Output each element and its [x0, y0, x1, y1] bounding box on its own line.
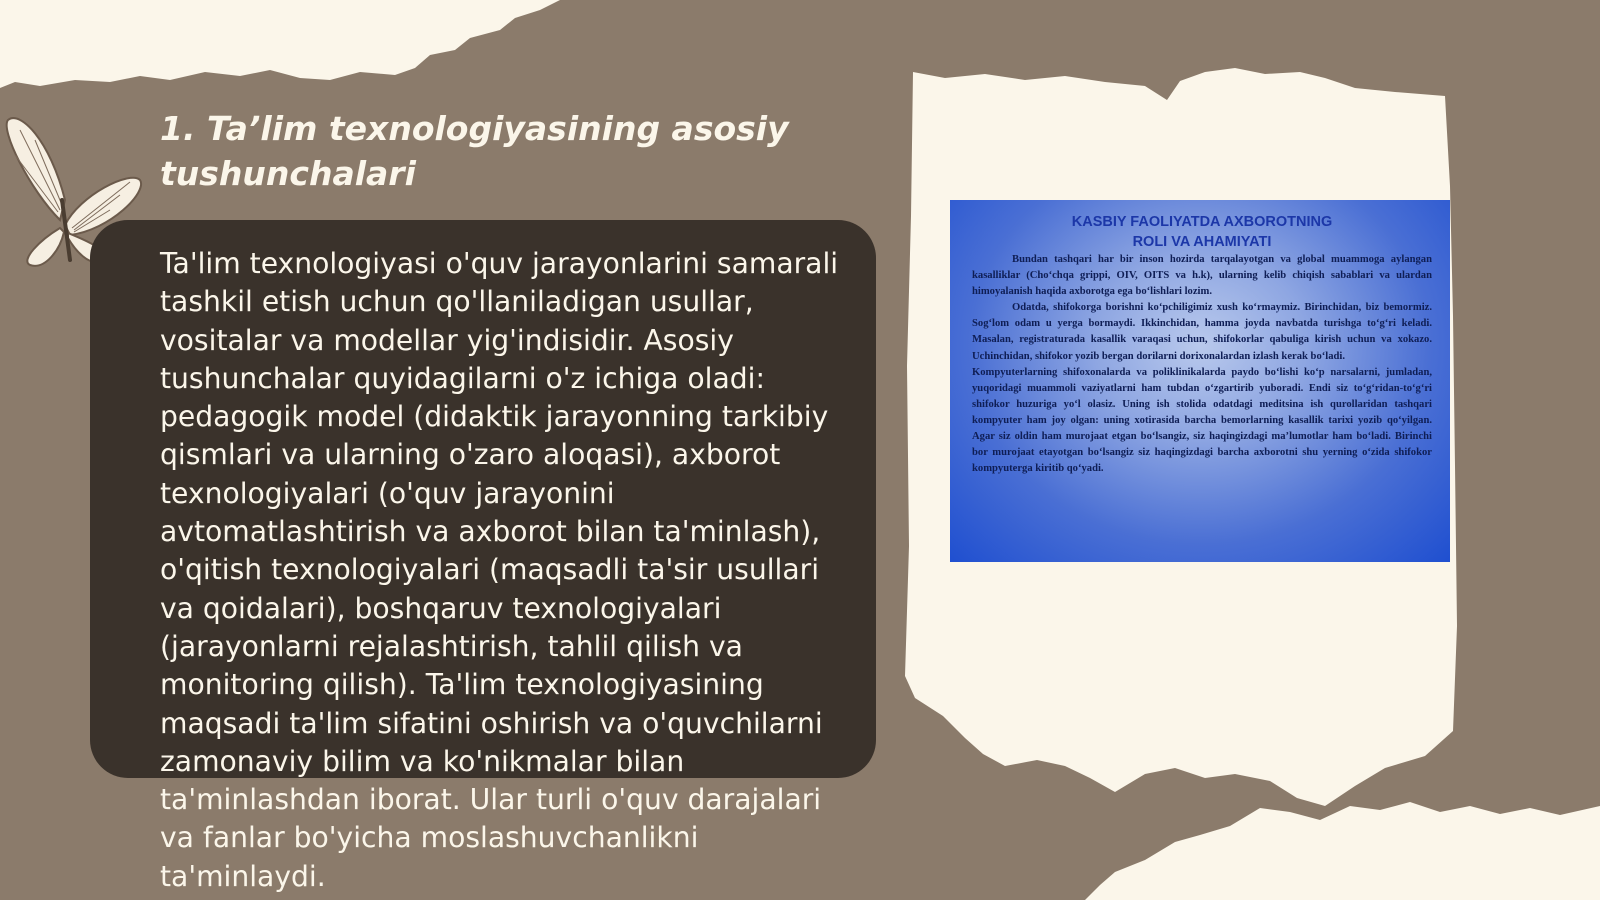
slide-title: [160, 106, 860, 196]
slide-title-line-1: 1. Ta’lim texnologiyasining asosiy: [160, 109, 789, 148]
document-paragraph-2: Odatda, shifokorga borishni ko‘pchiligimiz xush ko‘rmaymiz. Birinchidan, biz bemormiz. Sog‘lom odam u yerga bormaydi. Ikkinchidan, hamma joyda navbatda turishga to‘g‘ri keladi. Masalan, registraturada kasallik varaqasi uchun, shifokorlar qabuliga kirish uchun va xokazo. Uchinchidan, shifokor yozib bergan dorilarni dorixonalardan izlash kerak bo‘ladi.: [972, 302, 1432, 362]
document-image: [950, 200, 1450, 562]
slide-title-line-2: tushunchalari: [160, 154, 416, 193]
slide-body-text: Ta'lim texnologiyasi o'quv jarayonlarini samarali tashkil etish uchun qo'llaniladigan usullar, vositalar va modellar yig'indisidir. Asosiy tushunchalar quyidagilarni o'z ichiga oladi: pedagogik model (didaktik jarayonning tarkibiy qismlari va ularning o'zaro aloqasi), axborot texnologiyalari (o'quv jarayonini avtomatlashtirish va axborot bilan ta'minlash), o'qitish texnologiyalari (maqsadli ta'sir usullari va qoidalari), boshqaruv texnologiyalari (jarayonlarni rejalashtirish, tahlil qilish va monitoring qilish). Ta'lim texnologiyasining maqsadi ta'lim sifatini oshirish va o'quvchilarni zamonaviy bilim va ko'nikmalar bilan ta'minlashdan iborat. Ular turli o'quv darajalari va fanlar bo'yicha moslashuvchanlikni ta'minlaydi.: [160, 247, 839, 893]
torn-paper-top-left: [0, 0, 560, 88]
document-heading: [972, 212, 1432, 252]
document-paragraph-1: Bundan tashqari har bir inson hozirda tarqalayotgan va global muammoga aylangan kasalliklar (Cho‘chqa grippi, OIV, OITS va h.k), ularning kelib chiqish sabablari va ulardan himoyalanish haqida axborotga ega bo‘lishlari lozim.: [972, 254, 1432, 298]
document-heading-line-1: KASBIY FAOLIYATDA AXBOROTNING: [1071, 214, 1333, 230]
document-paragraph-3: Kompyuterlarning shifoxonalarda va poliklinikalarda paydo bo‘lishi ko‘p narsalarni, jumladan, yuqoridagi muammoli vaziyatlarni ham tubdan o‘zgartirib yuboradi. Endi siz to‘g‘ridan-to‘g‘ri shifokor huzuriga yo‘l olasiz. Uning ish stolida odatdagi meditsina ish qurollaridan tashqari kompyuter ham joy olgan: uning xotirasida barcha bemorlarning kasallik tarixi yozib qo‘yilgan. Agar siz oldin ham murojaat etgan bo‘lsangiz, siz haqingizdagi ma’lumotlar ham bo‘ladi. Birinchi bor murojaat etayotgan bo‘lsangiz siz haqingizdagi barcha axborotni shu yerning o‘zida shifokor kompyuterga kiritib qo‘yadi.: [972, 366, 1432, 475]
document-heading-line-2: ROLI VA AHAMIYATI: [1132, 234, 1272, 250]
